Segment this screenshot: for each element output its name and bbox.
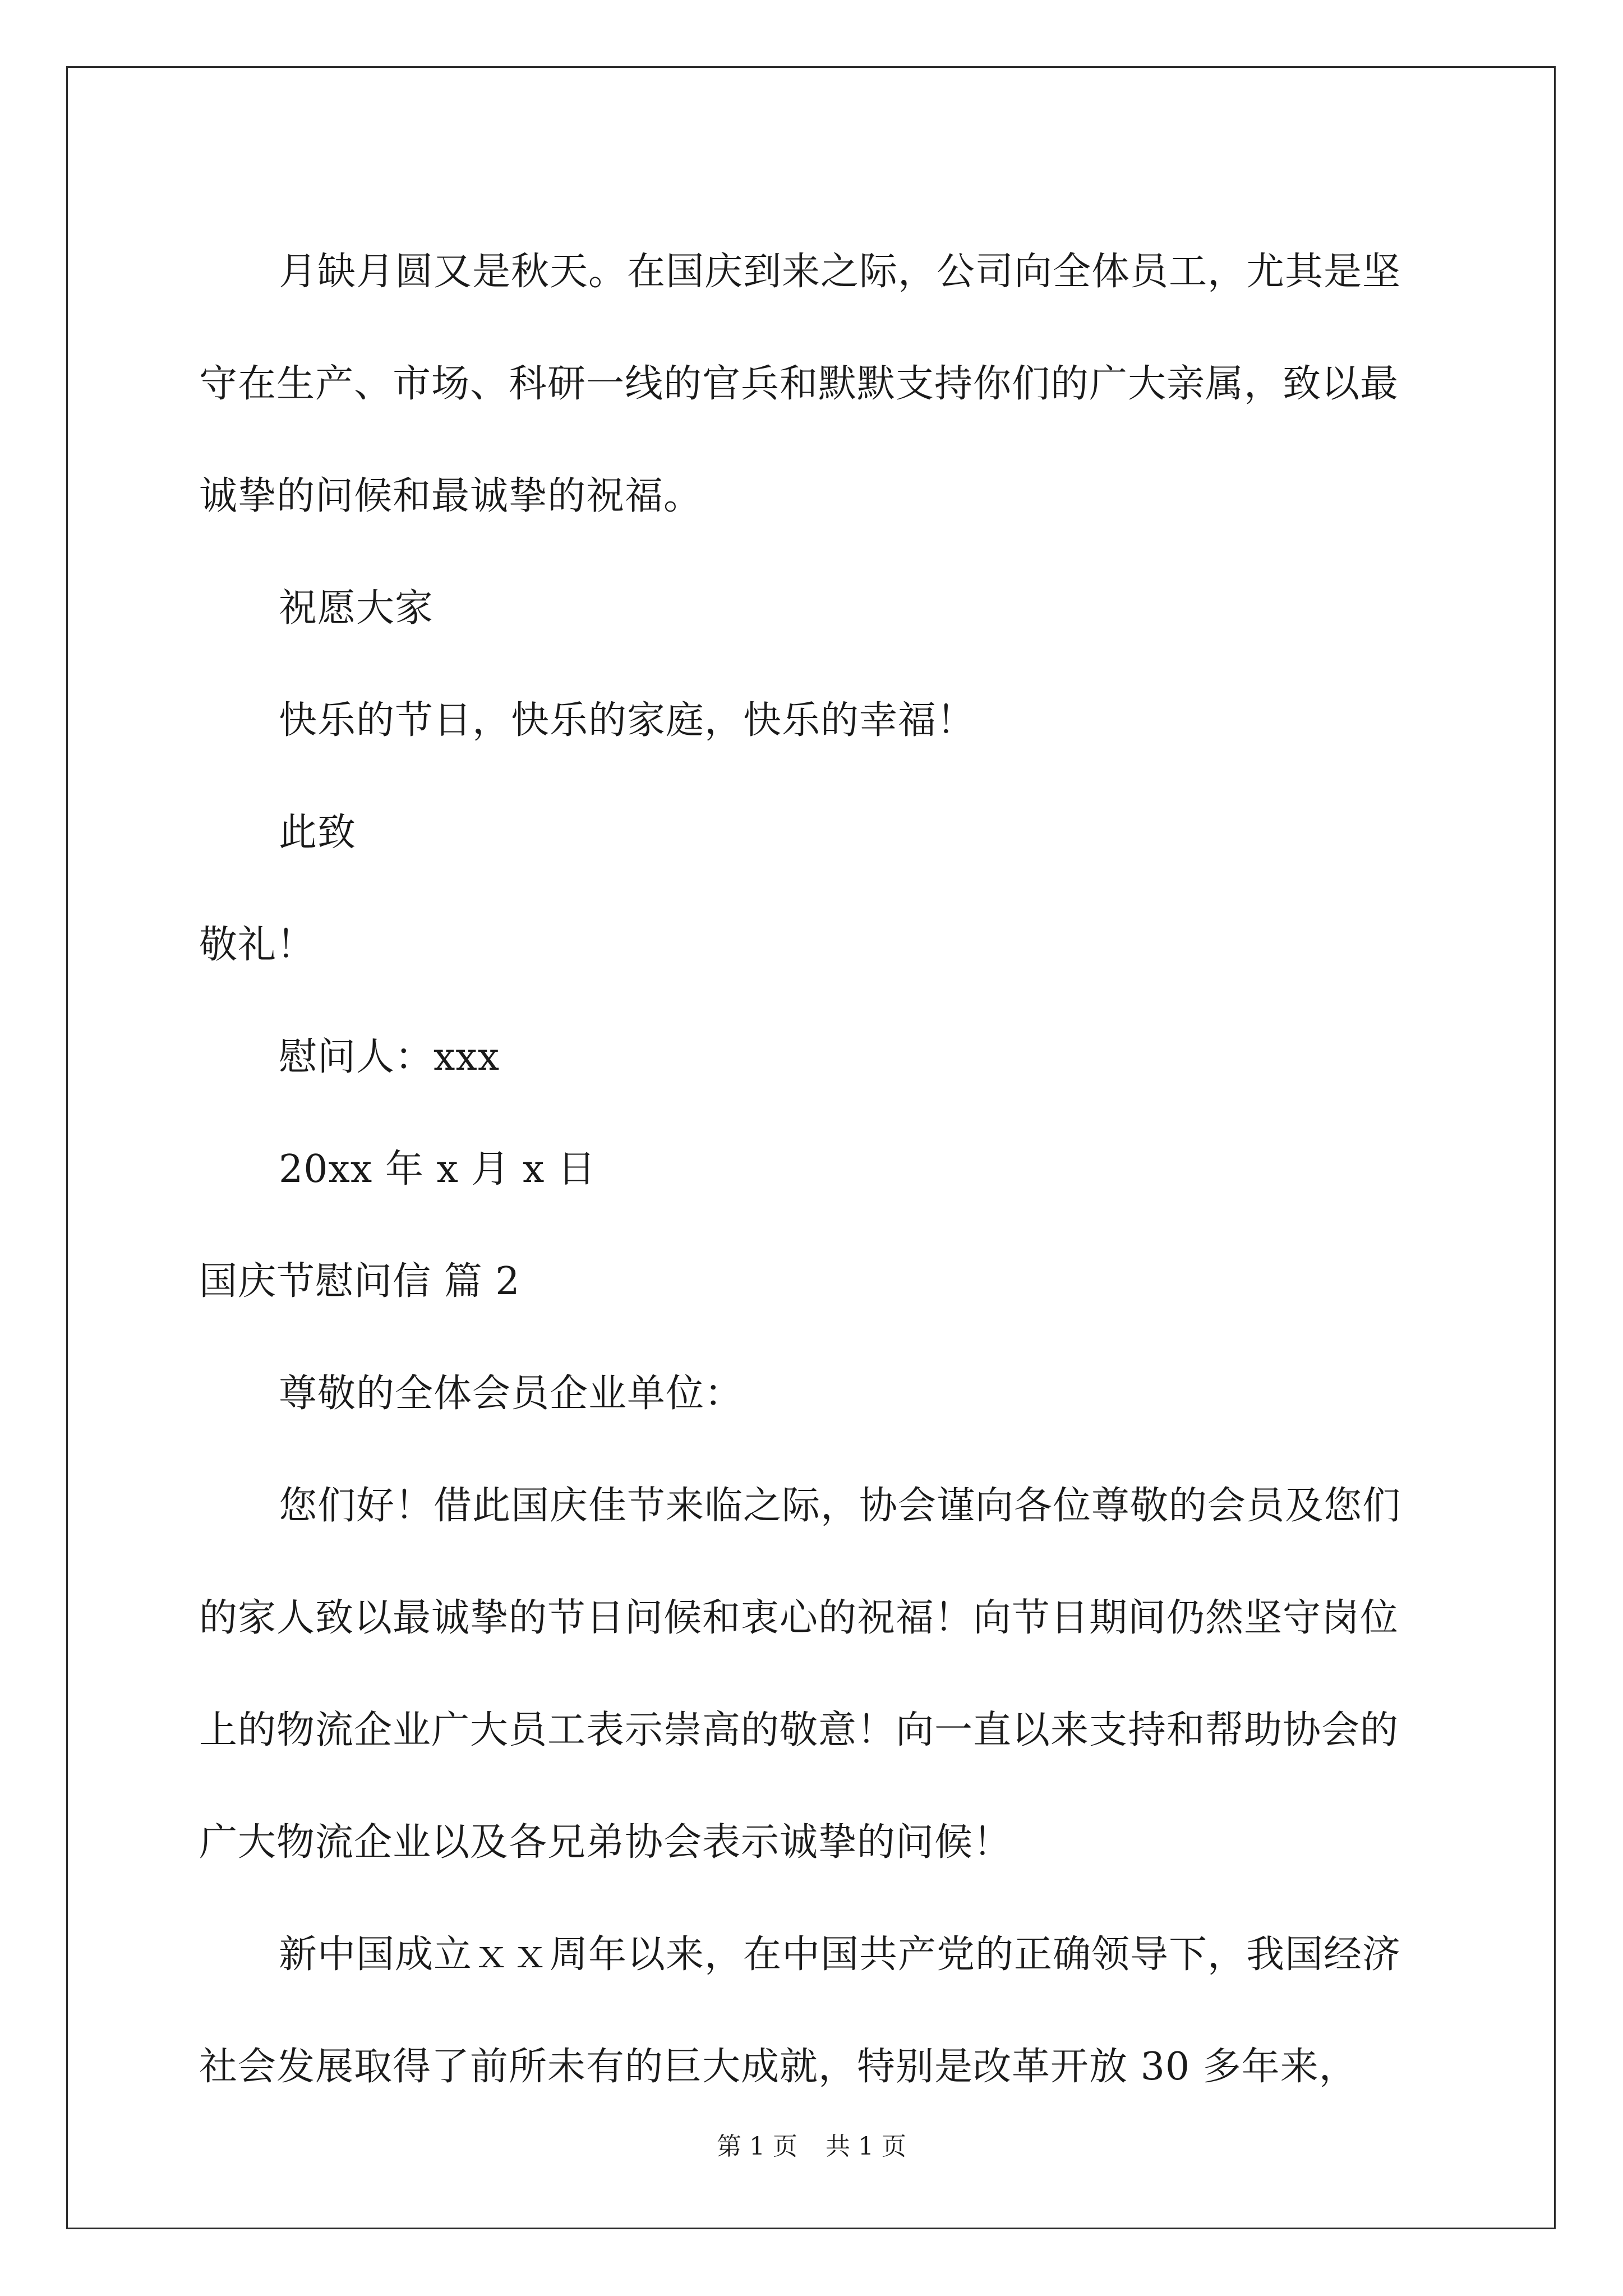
paragraph-blessing: 快乐的节日，快乐的家庭，快乐的幸福！: [279, 698, 976, 743]
page-footer: [0, 2130, 1623, 2164]
paragraph-cizhi: 此致: [279, 811, 357, 855]
paragraph-salutation: 尊敬的全体会员企业单位：: [279, 1372, 744, 1416]
paragraph-body-2: 新中国成立ｘｘ周年以来，在中国共产党的正确领导下，我国经济社会发展取得了前所未有的巨大成就，特别是改革开放 30 多年来，: [199, 1932, 1401, 2089]
paragraph-sender: 慰问人：xxx: [279, 1035, 500, 1079]
page-number: 第 1 页: [717, 2132, 797, 2161]
paragraph-jingli: 敬礼！: [199, 923, 316, 967]
document-body: [199, 216, 1433, 2123]
paragraph-date: 20xx 年 x 月 x 日: [279, 1147, 597, 1191]
section-title: 国庆节慰问信 篇 2: [199, 1259, 520, 1304]
page-total: 共 1 页: [826, 2132, 906, 2161]
paragraph-body-1: 您们好！借此国庆佳节来临之际，协会谨向各位尊敬的会员及您们的家人致以最诚挚的节日问候和衷心的祝福！向节日期间仍然坚守岗位上的物流企业广大员工表示崇高的敬意！向一直以来支持和帮助协会的广大物流企业以及各兄弟协会表示诚挚的问候！: [199, 1484, 1401, 1865]
paragraph-wish: 祝愿大家: [279, 586, 434, 631]
paragraph-greeting: 月缺月圆又是秋天。在国庆到来之际，公司向全体员工，尤其是坚守在生产、市场、科研一线的官兵和默默支持你们的广大亲属，致以最诚挚的问候和最诚挚的祝福。: [199, 250, 1401, 518]
